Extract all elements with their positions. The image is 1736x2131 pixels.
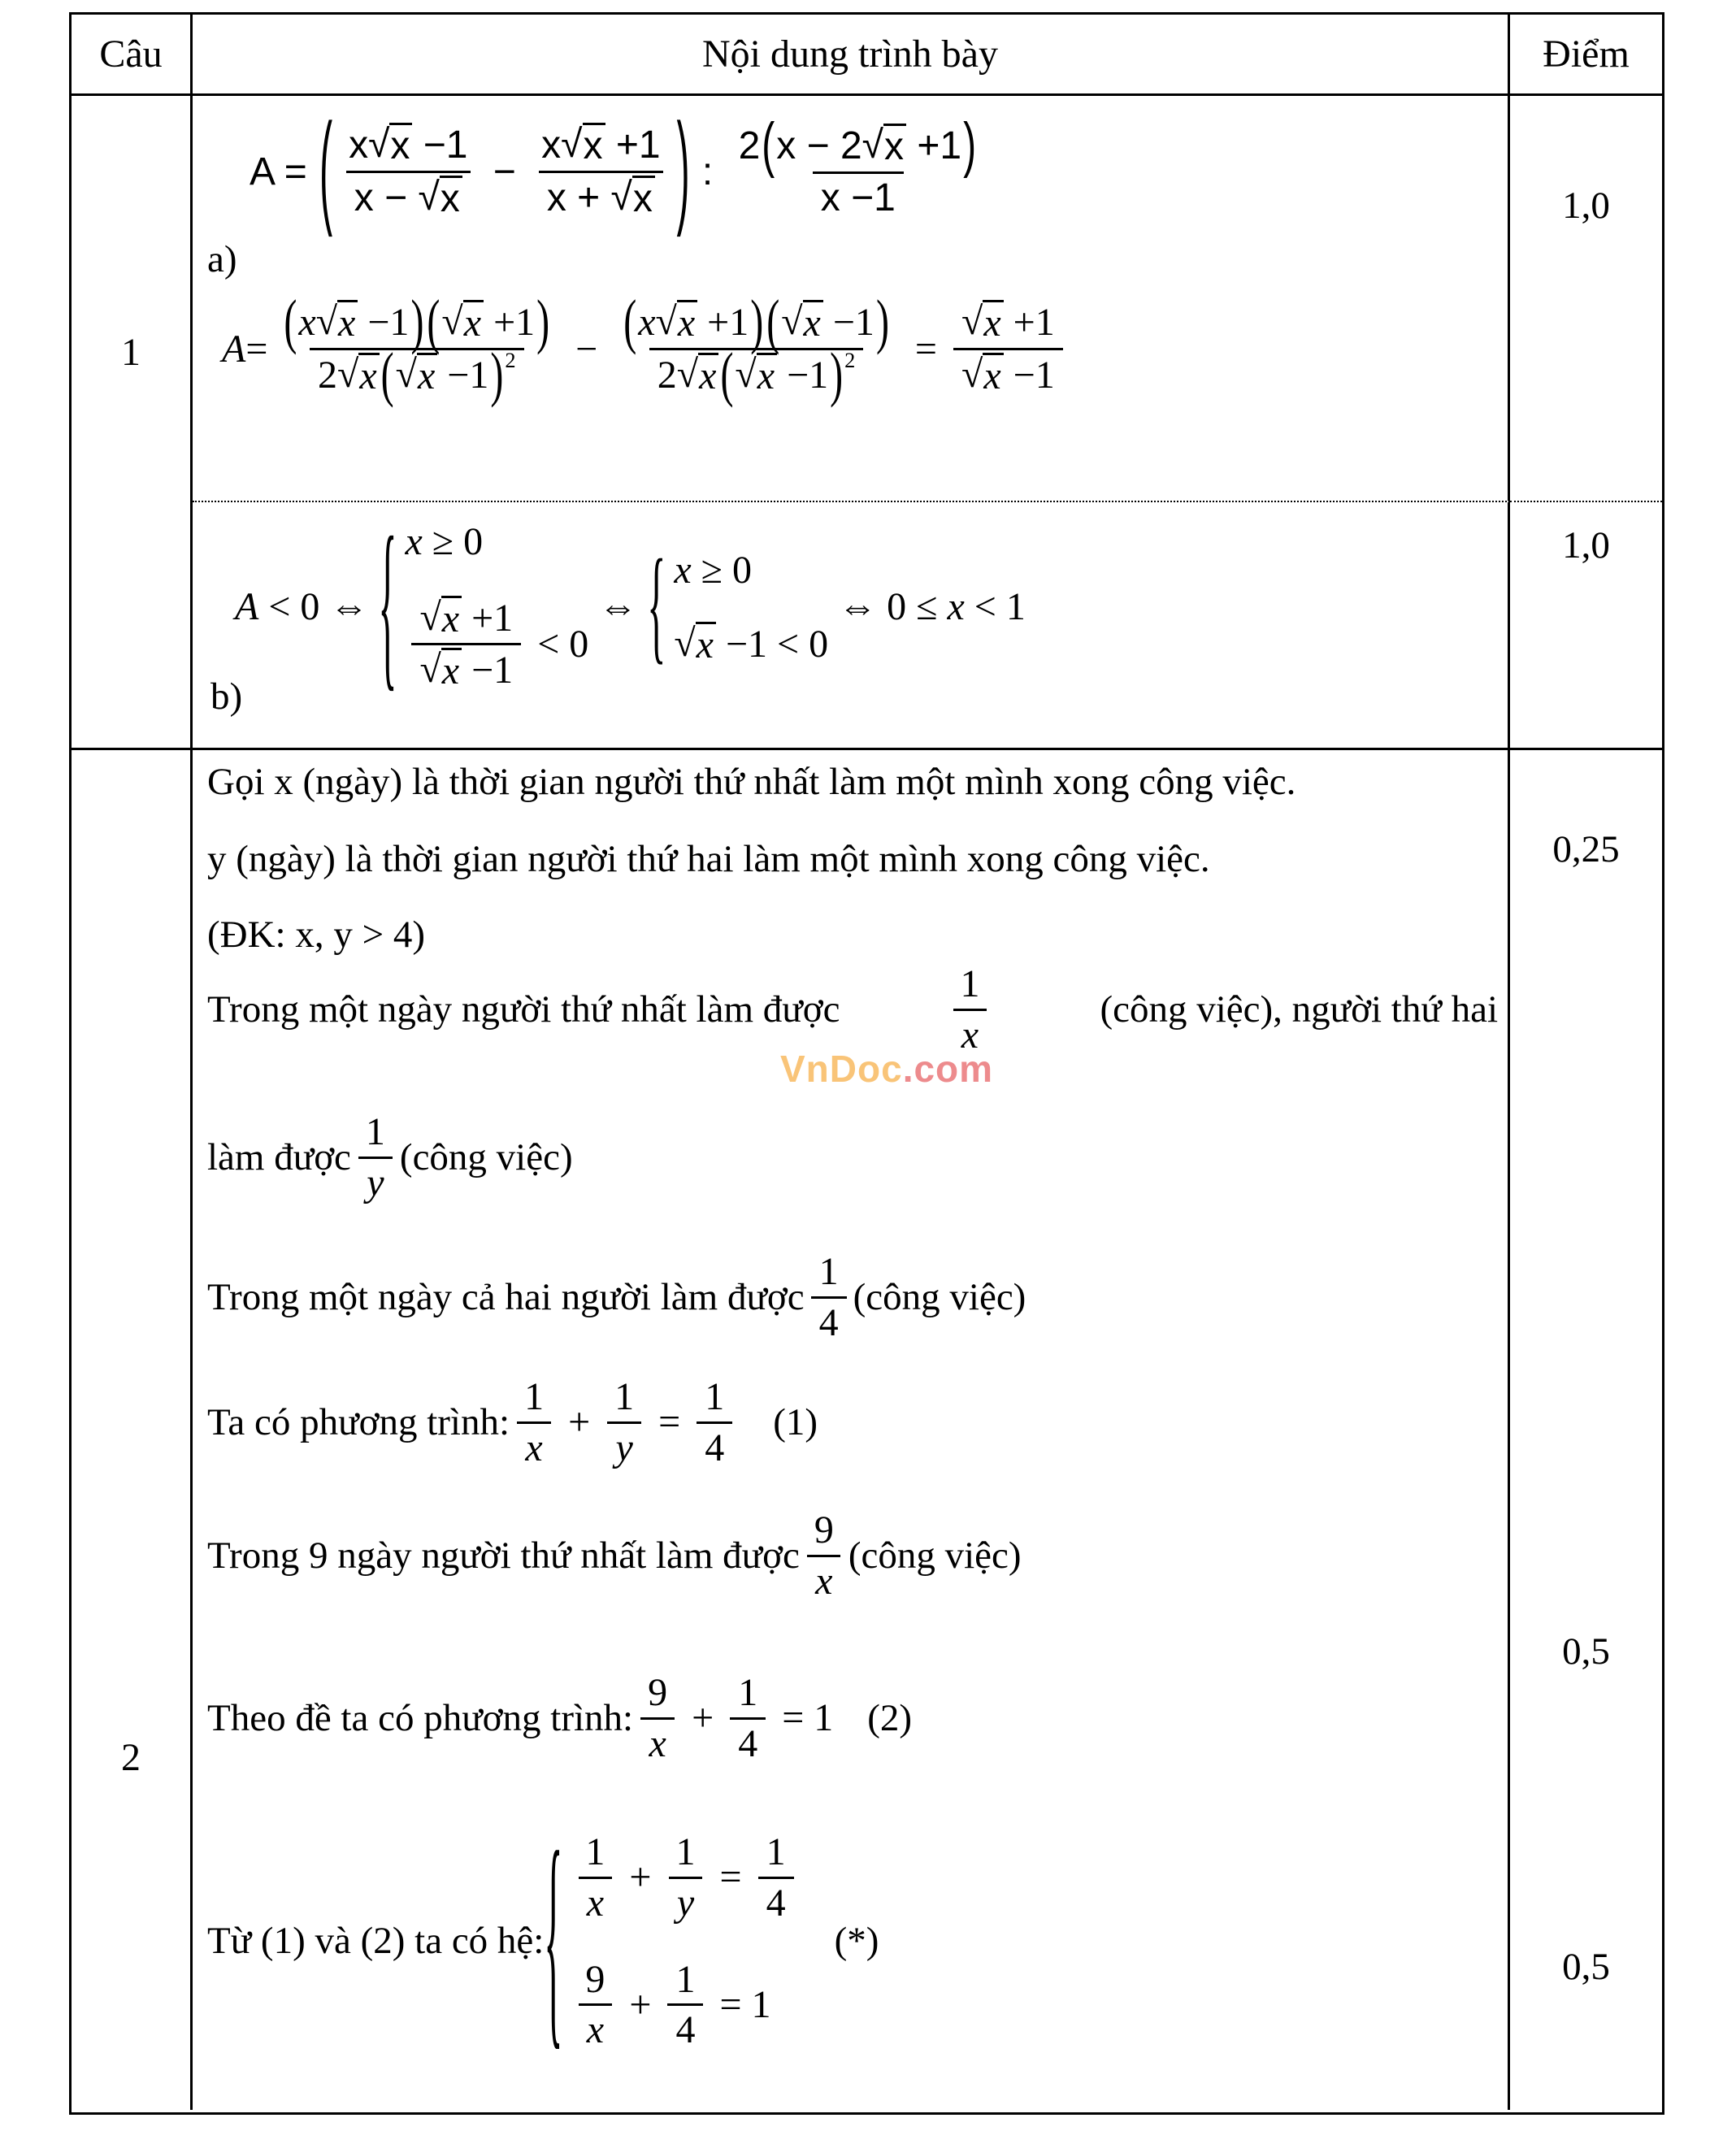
question-1b-score-cell <box>1510 502 1662 748</box>
question-2-number: 2 <box>72 750 193 2110</box>
score-1b: 1,0 <box>1562 524 1610 566</box>
solution-line-4-text-a: Trong một ngày người thứ nhất làm được <box>207 987 840 1031</box>
watermark-part-1: VnDoc <box>780 1048 903 1090</box>
solution-line-9-text: Theo đề ta có phương trình: <box>207 1696 634 1739</box>
equation-1-tag: (1) <box>773 1400 818 1443</box>
header-cell-cau: Câu <box>72 15 193 93</box>
formula-b-inequality: A < 0 ⇔ { x ≥ 0 √ x +1 √ x −1 < 0 ⇔ { x ≥ 0 √ x −1 < 0 ⇔ 0 ≤ x < 1 <box>235 501 1026 710</box>
solution-line-6 <box>207 1248 1026 1348</box>
solution-line-1: Gọi x (ngày) là thời gian người thứ nhất làm một mình xong công việc. <box>207 761 1296 803</box>
fraction-1-over-4: $\frac{1}{4}$ <box>805 1248 853 1348</box>
solution-line-5-text-b: (công việc) <box>399 1135 573 1178</box>
score-2a: 0,25 <box>1552 828 1620 870</box>
system-tag: (*) <box>834 1920 879 1963</box>
question-1-number: 1 <box>72 96 193 748</box>
fraction-1-over-y: $\frac{1}{y}$ <box>351 1108 400 1208</box>
solution-line-4-text-b: (công việc), người thứ hai <box>1100 987 1498 1031</box>
solution-line-10-text: Từ (1) và (2) ta có hệ: <box>207 1920 545 1963</box>
fraction-1-over-x: $\frac{1}{x}$ <box>945 960 994 1060</box>
solution-line-8-text-a: Trong 9 ngày người thứ nhất làm được <box>207 1534 800 1577</box>
solution-line-5 <box>207 1108 573 1208</box>
formula-a-simplified: A = ( x √ x −1 ) ( √ x +1 ) 2 √ x ( √ x −1 ) 2 − ( x √ x +1 ) ( √ x −1 ) 2 √ x ( √ x −1 ) 2 = √ x +1 √ x −1 <box>222 297 1070 401</box>
solution-line-4 <box>207 960 1498 1060</box>
answer-table <box>69 12 1664 2115</box>
solution-line-9 <box>207 1669 912 1769</box>
equation-1: $\frac{1}{x}$ + $\frac{1}{y}$ = $\frac{1}{4}$ <box>510 1373 739 1473</box>
part-a-label: a) <box>207 238 237 280</box>
question-1b-content <box>193 502 1510 748</box>
solution-line-8 <box>207 1506 1022 1606</box>
header-cell-score: Điểm <box>1543 33 1630 76</box>
watermark-part-2: .com <box>902 1048 994 1090</box>
solution-line-2: y (ngày) là thời gian người thứ hai làm một mình xong công việc. <box>207 838 1210 880</box>
equation-2-tag: (2) <box>867 1696 913 1739</box>
question-2-score-cell <box>1510 750 1662 2110</box>
question-1a-content <box>193 96 1510 502</box>
row-question-1 <box>72 96 1662 750</box>
table-header-row <box>72 15 1662 96</box>
question-2-content <box>193 750 1510 2110</box>
vndoc-watermark <box>780 1047 993 1091</box>
system-of-equations: { $\frac{1}{x}$ + $\frac{1}{y}$ = $\frac{1}{4}$ $\frac{9}{x}$ + $\frac{1}{4}$ = 1 <box>544 1828 800 2055</box>
solution-line-10 <box>207 1806 879 2072</box>
solution-line-5-text-a: làm được <box>207 1135 351 1178</box>
solution-line-6-text-a: Trong một ngày cả hai người làm được <box>207 1275 805 1318</box>
score-1a: 1,0 <box>1562 184 1610 227</box>
equation-2: $\frac{9}{x}$ + $\frac{1}{4}$ = 1 <box>633 1669 833 1769</box>
solution-line-8-text-b: (công việc) <box>848 1534 1022 1577</box>
header-cell-content: Nội dung trình bày <box>193 15 1510 93</box>
solution-line-7-text: Ta có phương trình: <box>207 1400 510 1443</box>
question-1a-score-cell <box>1510 96 1662 502</box>
part-b-label: b) <box>210 675 243 718</box>
solution-line-6-text-b: (công việc) <box>853 1275 1026 1318</box>
formula-a-definition: A = ( x √ x −1 x − √ x − x √ x +1 x + √ x ) : 2 ( x − 2 √ x +1 ) x −1 <box>250 101 977 240</box>
score-2c: 0,5 <box>1562 1946 1610 1988</box>
row-question-2 <box>72 750 1662 2110</box>
solution-line-7 <box>207 1373 818 1473</box>
fraction-9-over-x: $\frac{9}{x}$ <box>800 1506 848 1606</box>
score-2b: 0,5 <box>1562 1630 1610 1673</box>
solution-line-3: (ĐK: x, y > 4) <box>207 914 426 956</box>
